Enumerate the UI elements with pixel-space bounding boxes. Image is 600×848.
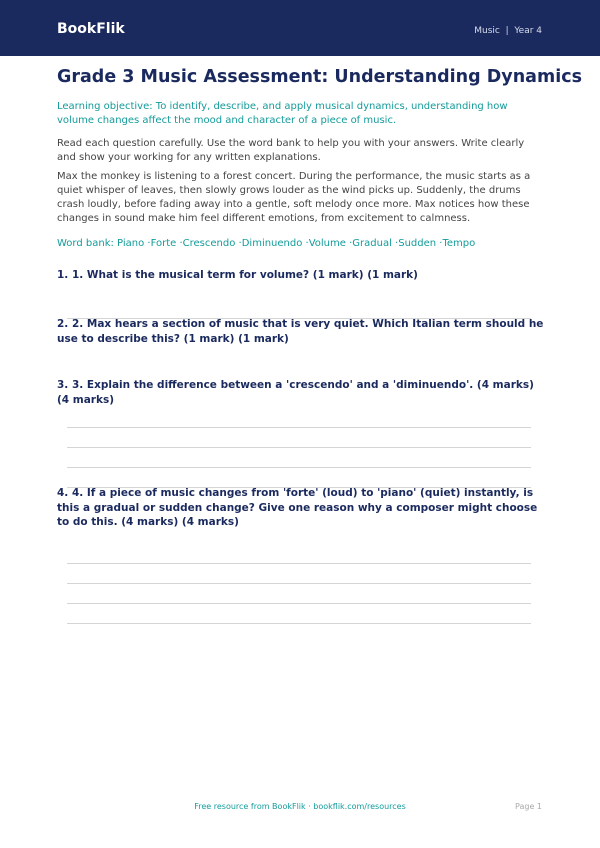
word-bank-item: Piano xyxy=(117,238,145,249)
instructions: Read each question carefully. Use the word bank to help you with your answers. Write clearly and show your working for any written explanations. xyxy=(57,138,525,163)
word-bank-item: · Volume xyxy=(302,238,346,249)
word-bank-item: · Gradual xyxy=(346,238,392,249)
answer-line[interactable] xyxy=(67,583,531,584)
question-3: 3. 3. Explain the difference between a 'crescendo' and a 'diminuendo'. (4 marks) (4 marks) xyxy=(57,379,534,406)
word-bank-item: · Crescendo xyxy=(176,238,235,249)
answer-line[interactable] xyxy=(67,563,531,564)
word-bank-item: · Sudden xyxy=(392,238,436,249)
page-header xyxy=(0,0,600,56)
question-4: 4. 4. If a piece of music changes from 'forte' (loud) to 'piano' (quiet) instantly, is this a gradual or sudden change? Give one reason why a composer might choose to do this. (4 marks) (4 marks) xyxy=(57,487,538,528)
word-bank-item: · Forte xyxy=(144,238,176,249)
footer-link[interactable]: Free resource from BookFlik · bookflik.com/resources xyxy=(194,802,406,811)
word-bank-label: Word bank: xyxy=(57,238,114,249)
word-bank-item: · Diminuendo xyxy=(235,238,302,249)
question-2: 2. 2. Max hears a section of music that is very quiet. Which Italian term should he use to describe this? (1 mark) (1 mark) xyxy=(57,318,544,345)
question-1: 1. 1. What is the musical term for volume? (1 mark) (1 mark) xyxy=(57,269,418,281)
brand-logo[interactable]: BookFlik xyxy=(57,21,125,37)
answer-line[interactable] xyxy=(67,623,531,624)
word-bank-item: · Tempo xyxy=(436,238,475,249)
answer-line[interactable] xyxy=(67,427,531,428)
answer-line[interactable] xyxy=(67,447,531,448)
answer-line[interactable] xyxy=(67,467,531,468)
page-title: Grade 3 Music Assessment: Understanding Dynamics xyxy=(57,67,582,87)
learning-objective: Learning objective: To identify, describe, and apply musical dynamics, understanding how volume changes affect the mood and character of a piece of music. xyxy=(57,101,508,126)
word-bank xyxy=(57,237,545,251)
subject-label: Music | Year 4 xyxy=(474,26,542,36)
answer-line[interactable] xyxy=(67,603,531,604)
page-number: Page 1 xyxy=(515,802,542,811)
story-passage: Max the monkey is listening to a forest concert. During the performance, the music starts as a quiet whisper of leaves, then slowly grows louder as the wind picks up. Suddenly, the drums crash loudly, before fading away into a gentle, soft melody once more. Max notices how these changes in sound make him feel different emotions, from excitement to calmness. xyxy=(57,171,531,224)
